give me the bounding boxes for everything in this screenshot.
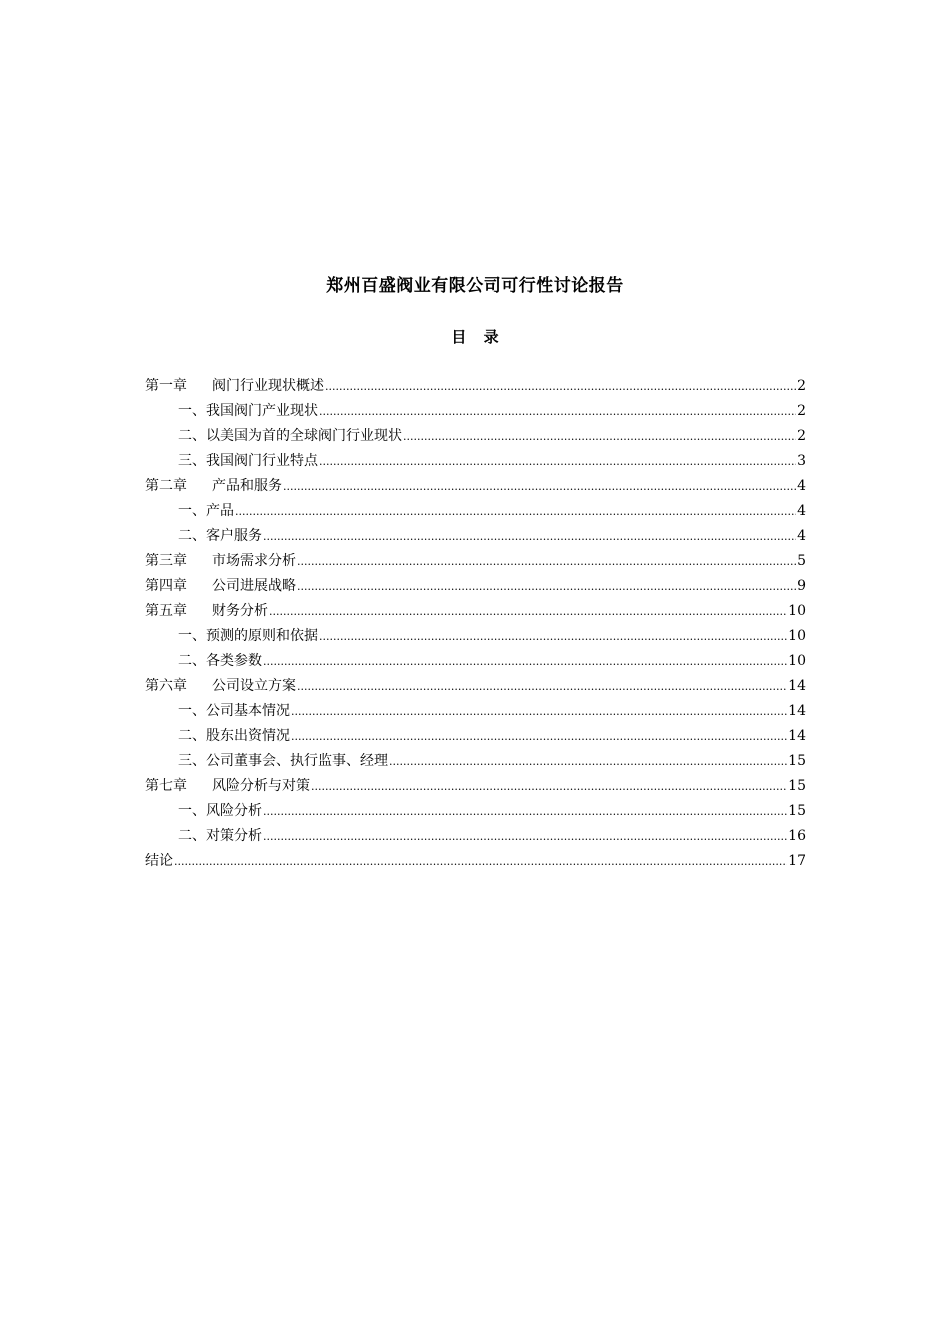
toc-entry-title (178, 449, 318, 474)
toc-entry-title (178, 499, 234, 524)
toc-entry-text: 公司设立方案 (212, 678, 296, 694)
toc-entry[interactable] (145, 374, 806, 399)
toc-dot-leader (263, 649, 787, 674)
toc-entry[interactable] (145, 749, 806, 774)
toc-entry[interactable] (145, 699, 806, 724)
toc-entry[interactable] (145, 474, 806, 499)
toc-entry-text: 二、对策分析 (178, 828, 262, 844)
toc-dot-leader (283, 474, 796, 499)
toc-entry[interactable] (145, 524, 806, 549)
toc-entry-text: 财务分析 (212, 603, 268, 619)
toc-page-number: 17 (788, 853, 806, 869)
toc-dot-leader (174, 849, 787, 874)
toc-entry-text: 二、客户服务 (178, 528, 262, 544)
toc-dot-leader (235, 499, 796, 524)
toc-heading: 目 录 (451, 328, 499, 346)
toc-entry[interactable] (145, 599, 806, 624)
toc-entry-text: 三、公司董事会、执行监事、经理 (178, 753, 388, 769)
toc-entry-text: 市场需求分析 (212, 553, 296, 569)
document-title: 郑州百盛阀业有限公司可行性讨论报告 (326, 276, 624, 296)
toc-chapter-number: 第七章 (145, 778, 187, 794)
toc-entry-title (178, 824, 262, 849)
toc-chapter-number: 第一章 (145, 378, 187, 394)
toc-page-number: 15 (788, 803, 806, 819)
toc-entry-title (178, 624, 318, 649)
toc-page-number: 2 (797, 403, 806, 419)
toc-entry-title (145, 674, 296, 699)
toc-entry-title (145, 849, 173, 874)
toc-dot-leader (319, 399, 796, 424)
toc-entry-title (178, 799, 262, 824)
toc-dot-leader (389, 749, 787, 774)
toc-page-number: 16 (788, 828, 806, 844)
toc-entry[interactable] (145, 624, 806, 649)
toc-entry[interactable] (145, 549, 806, 574)
toc-dot-leader (263, 524, 796, 549)
toc-entry[interactable] (145, 849, 806, 874)
toc-entry-text: 结论 (145, 853, 173, 869)
toc-entry-text: 一、风险分析 (178, 803, 262, 819)
toc-entry-title (178, 399, 318, 424)
toc-page-number: 14 (788, 678, 806, 694)
toc-page-number: 4 (797, 503, 806, 519)
toc-entry[interactable] (145, 649, 806, 674)
toc-entry-text: 风险分析与对策 (212, 778, 310, 794)
toc-entry[interactable] (145, 724, 806, 749)
toc-entry[interactable] (145, 674, 806, 699)
toc-entry-title (178, 724, 290, 749)
toc-entry[interactable] (145, 574, 806, 599)
toc-entry-title (178, 524, 262, 549)
toc-dot-leader (297, 549, 796, 574)
toc-entry-title (145, 474, 282, 499)
toc-entry-title (145, 574, 296, 599)
toc-entry-title (145, 774, 310, 799)
toc-dot-leader (263, 824, 787, 849)
toc-entry-text: 公司进展战略 (212, 578, 296, 594)
toc-entry-text: 一、预测的原则和依据 (178, 628, 318, 644)
toc-page-number: 10 (788, 603, 806, 619)
toc-chapter-number: 第五章 (145, 603, 187, 619)
toc-entry-title (145, 549, 296, 574)
toc-page-number: 14 (788, 703, 806, 719)
toc-entry-text: 二、股东出资情况 (178, 728, 290, 744)
toc-entry-title (178, 749, 388, 774)
toc-entry-text: 三、我国阀门行业特点 (178, 453, 318, 469)
toc-entry-text: 二、以美国为首的全球阀门行业现状 (178, 428, 402, 444)
toc-dot-leader (291, 699, 787, 724)
toc-dot-leader (403, 424, 796, 449)
toc-page-number: 3 (797, 453, 806, 469)
toc-entry-title (145, 374, 324, 399)
table-of-contents (145, 374, 806, 874)
toc-entry[interactable] (145, 399, 806, 424)
toc-page-number: 4 (797, 528, 806, 544)
toc-page-number: 15 (788, 778, 806, 794)
toc-dot-leader (297, 574, 796, 599)
toc-entry-text: 一、产品 (178, 503, 234, 519)
toc-entry-text: 产品和服务 (212, 478, 282, 494)
toc-entry-title (145, 599, 268, 624)
toc-page-number: 4 (797, 478, 806, 494)
toc-entry-text: 二、各类参数 (178, 653, 262, 669)
toc-entry-text: 阀门行业现状概述 (212, 378, 324, 394)
toc-entry[interactable] (145, 774, 806, 799)
toc-entry[interactable] (145, 424, 806, 449)
toc-page-number: 9 (797, 578, 806, 594)
toc-chapter-number: 第六章 (145, 678, 187, 694)
toc-page-number: 2 (797, 428, 806, 444)
toc-chapter-number: 第四章 (145, 578, 187, 594)
toc-dot-leader (297, 674, 787, 699)
toc-page-number: 10 (788, 653, 806, 669)
toc-entry-title (178, 649, 262, 674)
toc-entry-title (178, 424, 402, 449)
toc-entry[interactable] (145, 499, 806, 524)
toc-entry[interactable] (145, 449, 806, 474)
toc-dot-leader (311, 774, 787, 799)
toc-chapter-number: 第三章 (145, 553, 187, 569)
toc-page-number: 15 (788, 753, 806, 769)
toc-dot-leader (291, 724, 787, 749)
toc-dot-leader (319, 624, 787, 649)
toc-page-number: 14 (788, 728, 806, 744)
toc-entry-text: 一、我国阀门产业现状 (178, 403, 318, 419)
toc-page-number: 2 (797, 378, 806, 394)
toc-entry[interactable] (145, 799, 806, 824)
toc-dot-leader (319, 449, 796, 474)
toc-dot-leader (263, 799, 787, 824)
toc-page-number: 5 (797, 553, 806, 569)
toc-entry[interactable] (145, 824, 806, 849)
toc-dot-leader (269, 599, 787, 624)
toc-entry-text: 一、公司基本情况 (178, 703, 290, 719)
toc-dot-leader (325, 374, 796, 399)
toc-entry-title (178, 699, 290, 724)
toc-page-number: 10 (788, 628, 806, 644)
toc-chapter-number: 第二章 (145, 478, 187, 494)
